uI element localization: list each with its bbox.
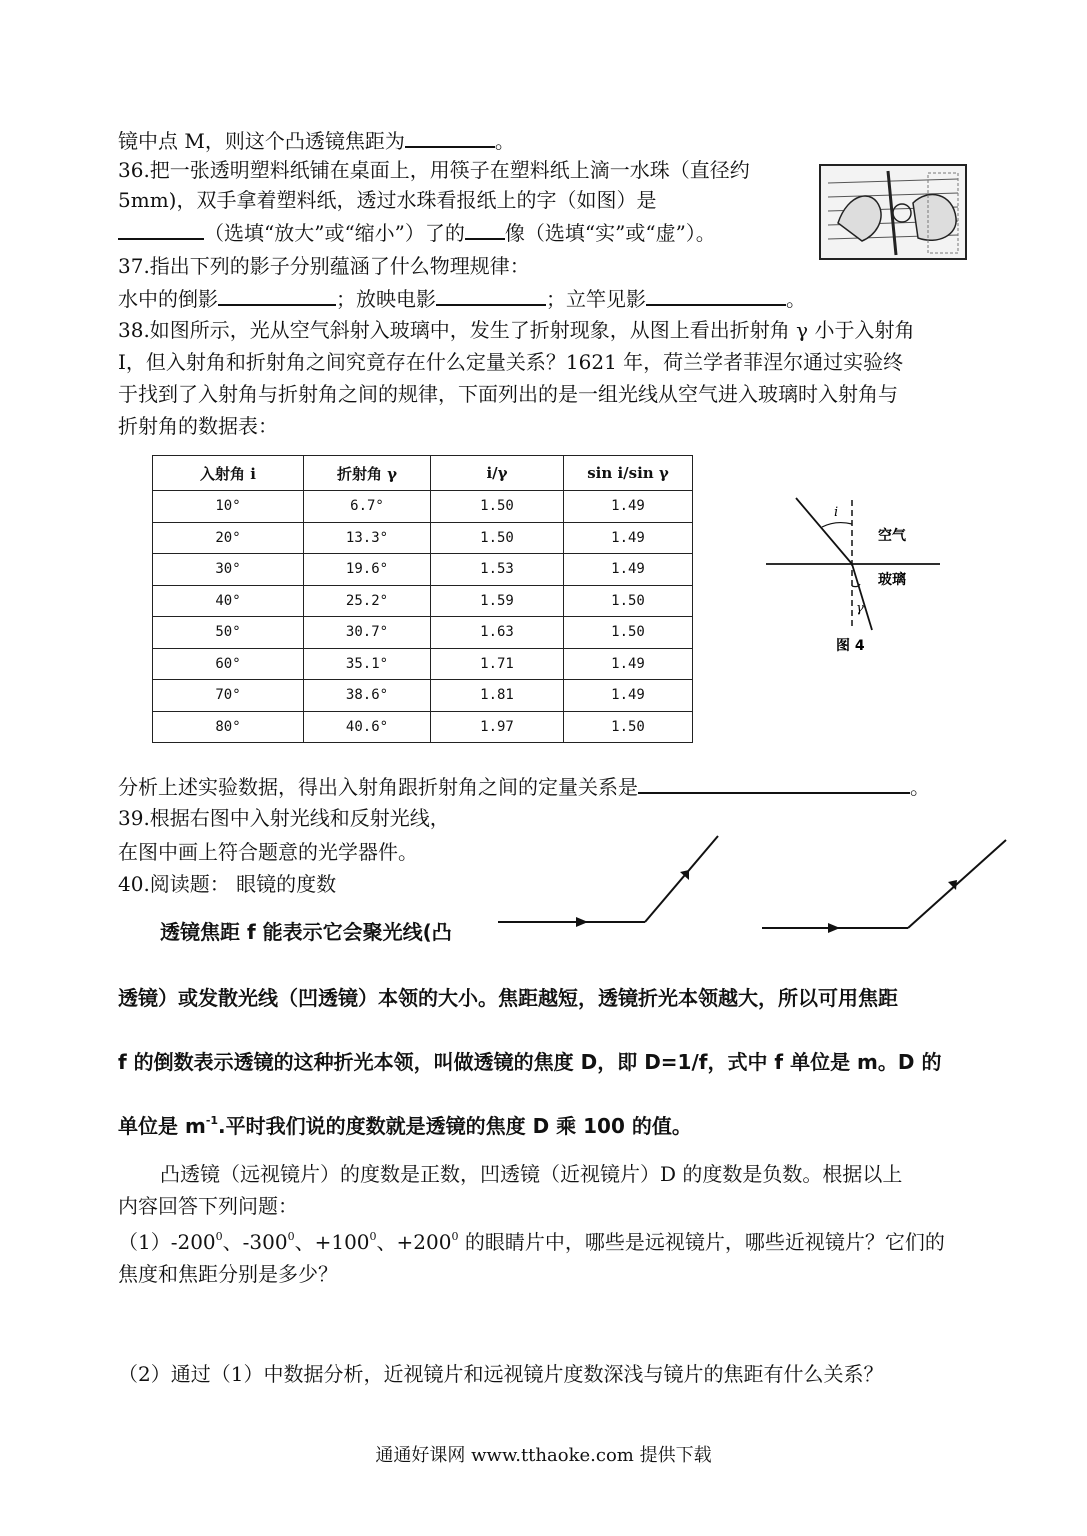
table-row	[153, 554, 693, 586]
table-header-row	[153, 456, 693, 491]
ray-diagram-left	[498, 836, 718, 927]
table-cell: 1.50	[431, 491, 564, 523]
table-cell: 1.59	[431, 585, 564, 617]
table-cell: 13.3°	[304, 522, 431, 554]
table-row	[153, 491, 693, 523]
answer-blank[interactable]	[436, 286, 546, 306]
table-row	[153, 617, 693, 649]
table-cell: 40.6°	[304, 711, 431, 743]
page-footer: 通通好课网 www.tthaoke.com 提供下载	[375, 1445, 712, 1466]
table-row	[153, 585, 693, 617]
answer-blank[interactable]	[646, 286, 786, 306]
table-cell: 25.2°	[304, 585, 431, 617]
water-drop-photo	[818, 163, 970, 263]
table-cell: 70°	[153, 680, 304, 712]
table-cell: 60°	[153, 648, 304, 680]
table-cell: 1.50	[564, 617, 693, 649]
ray-diagram-right	[762, 840, 1006, 933]
question-36-line-c: （选填“放大”或“缩小”）了的 像（选填“实”或“虚”）。	[118, 220, 716, 245]
label-glass: 玻璃	[878, 572, 906, 588]
table-cell: 50°	[153, 617, 304, 649]
header-ratio: i/γ	[431, 456, 564, 491]
answer-blank[interactable]	[218, 286, 336, 306]
answer-blank[interactable]	[405, 128, 495, 148]
text-line-1: 镜中点 M，则这个凸透镜焦距为 。	[118, 129, 515, 153]
table-cell: 40°	[153, 585, 304, 617]
reading-paragraph-line-5: 凸透镜（远视镜片）的度数是正数，凹透镜（近视镜片）D 的度数是负数。根据以上	[160, 1162, 903, 1186]
figure-4-caption: 图 4	[836, 638, 865, 654]
sub-question-1-line-b: 焦度和焦距分别是多少？	[118, 1262, 338, 1286]
table-cell: 1.49	[564, 680, 693, 712]
header-incident-angle: 入射角 i	[153, 456, 304, 491]
label-i: i	[834, 505, 839, 520]
table-row	[153, 522, 693, 554]
table-cell: 35.1°	[304, 648, 431, 680]
refracted-ray	[852, 564, 872, 630]
question-38-line-c: 于找到了入射角与折射角之间的规律，下面列出的是一组光线从空气进入玻璃时入射角与	[118, 382, 898, 406]
table-cell: 1.97	[431, 711, 564, 743]
line-text: 镜中点 M，则这个凸透镜焦距为	[118, 129, 405, 153]
table-row	[153, 648, 693, 680]
label-air: 空气	[878, 528, 906, 544]
reading-paragraph-line-2: 透镜）或发散光线（凹透镜）本领的大小。焦距越短，透镜折光本领越大，所以可用焦距	[118, 986, 898, 1010]
table-cell: 1.49	[564, 491, 693, 523]
question-38-line-d: 折射角的数据表：	[118, 414, 278, 438]
table-cell: 1.49	[564, 522, 693, 554]
question-39-line-b: 在图中画上符合题意的光学器件。	[118, 840, 418, 864]
question-38-conclusion: 分析上述实验数据，得出入射角跟折射角之间的定量关系是 。	[118, 775, 930, 799]
table-cell: 10°	[153, 491, 304, 523]
header-refraction-angle: 折射角 γ	[304, 456, 431, 491]
table-row	[153, 711, 693, 743]
sub-question-1-line-a: $(1)-200^0$、$-300^0$、$+100^0$、$+200^0$ 的眼睛片中，哪些是远视镜片，哪些近视镜片？它们的	[118, 1230, 945, 1254]
reading-paragraph-line-4: 单位是 $m^{-1}$.平时我们说的度数就是透镜的焦度 D 乘 100 的值。	[118, 1114, 692, 1138]
question-36-line-a: 36.把一张透明塑料纸铺在桌面上，用筷子在塑料纸上滴一水珠（直径约	[118, 158, 750, 182]
question-38-line-b: I，但入射角和折射角之间究竟存在什么定量关系？1621 年，荷兰学者菲涅尔通过实验终	[118, 350, 904, 374]
question-36-line-b: 5mm)，双手拿着塑料纸，透过水珠看报纸上的字（如图）是	[118, 188, 657, 212]
header-sine-ratio: sin i/sin γ	[564, 456, 693, 491]
table-cell: 6.7°	[304, 491, 431, 523]
incident-ray	[796, 498, 852, 564]
question-39-line-a: 39.根据右图中入射光线和反射光线，	[118, 806, 450, 830]
table-cell: 1.50	[431, 522, 564, 554]
table-cell: 1.53	[431, 554, 564, 586]
table-cell: 1.71	[431, 648, 564, 680]
table-cell: 1.63	[431, 617, 564, 649]
answer-blank[interactable]	[638, 774, 910, 794]
table-cell: 1.49	[564, 554, 693, 586]
table-cell: 30.7°	[304, 617, 431, 649]
answer-blank[interactable]	[118, 220, 204, 240]
table-cell: 38.6°	[304, 680, 431, 712]
table-cell: 1.50	[564, 585, 693, 617]
sub-question-2: （2）通过（1）中数据分析，近视镜片和远视镜片度数深浅与镜片的焦距有什么关系？	[118, 1362, 884, 1386]
table-cell: 1.50	[564, 711, 693, 743]
question-37-line-b: 水中的倒影 ；放映电影 ；立竿见影 。	[118, 287, 806, 311]
reading-paragraph-line-6: 内容回答下列问题：	[118, 1194, 298, 1218]
table-cell: 80°	[153, 711, 304, 743]
table-row	[153, 680, 693, 712]
table-cell: 20°	[153, 522, 304, 554]
question-37-line-a: 37.指出下列的影子分别蕴涵了什么物理规律：	[118, 254, 530, 278]
refraction-data-table	[152, 455, 693, 743]
answer-blank[interactable]	[465, 220, 505, 240]
question-38-line-a: 38.如图所示，光从空气斜射入玻璃中，发生了折射现象，从图上看出折射角 γ 小于入射角	[118, 318, 915, 342]
question-39-ray-diagrams	[490, 830, 1020, 940]
question-40-title: 40.阅读题： 眼镜的度数	[118, 872, 337, 896]
figure-4-refraction-diagram	[760, 480, 960, 660]
table-cell: 1.49	[564, 648, 693, 680]
reading-paragraph-line-1: 透镜焦距 f 能表示它会聚光线(凸	[160, 920, 452, 944]
table-cell: 30°	[153, 554, 304, 586]
label-gamma: γ	[856, 601, 864, 616]
reading-paragraph-line-3: f 的倒数表示透镜的这种折光本领，叫做透镜的焦度 D，即 D=1/f，式中 f 单位是 m。D 的	[118, 1050, 942, 1074]
table-cell: 1.81	[431, 680, 564, 712]
table-cell: 19.6°	[304, 554, 431, 586]
